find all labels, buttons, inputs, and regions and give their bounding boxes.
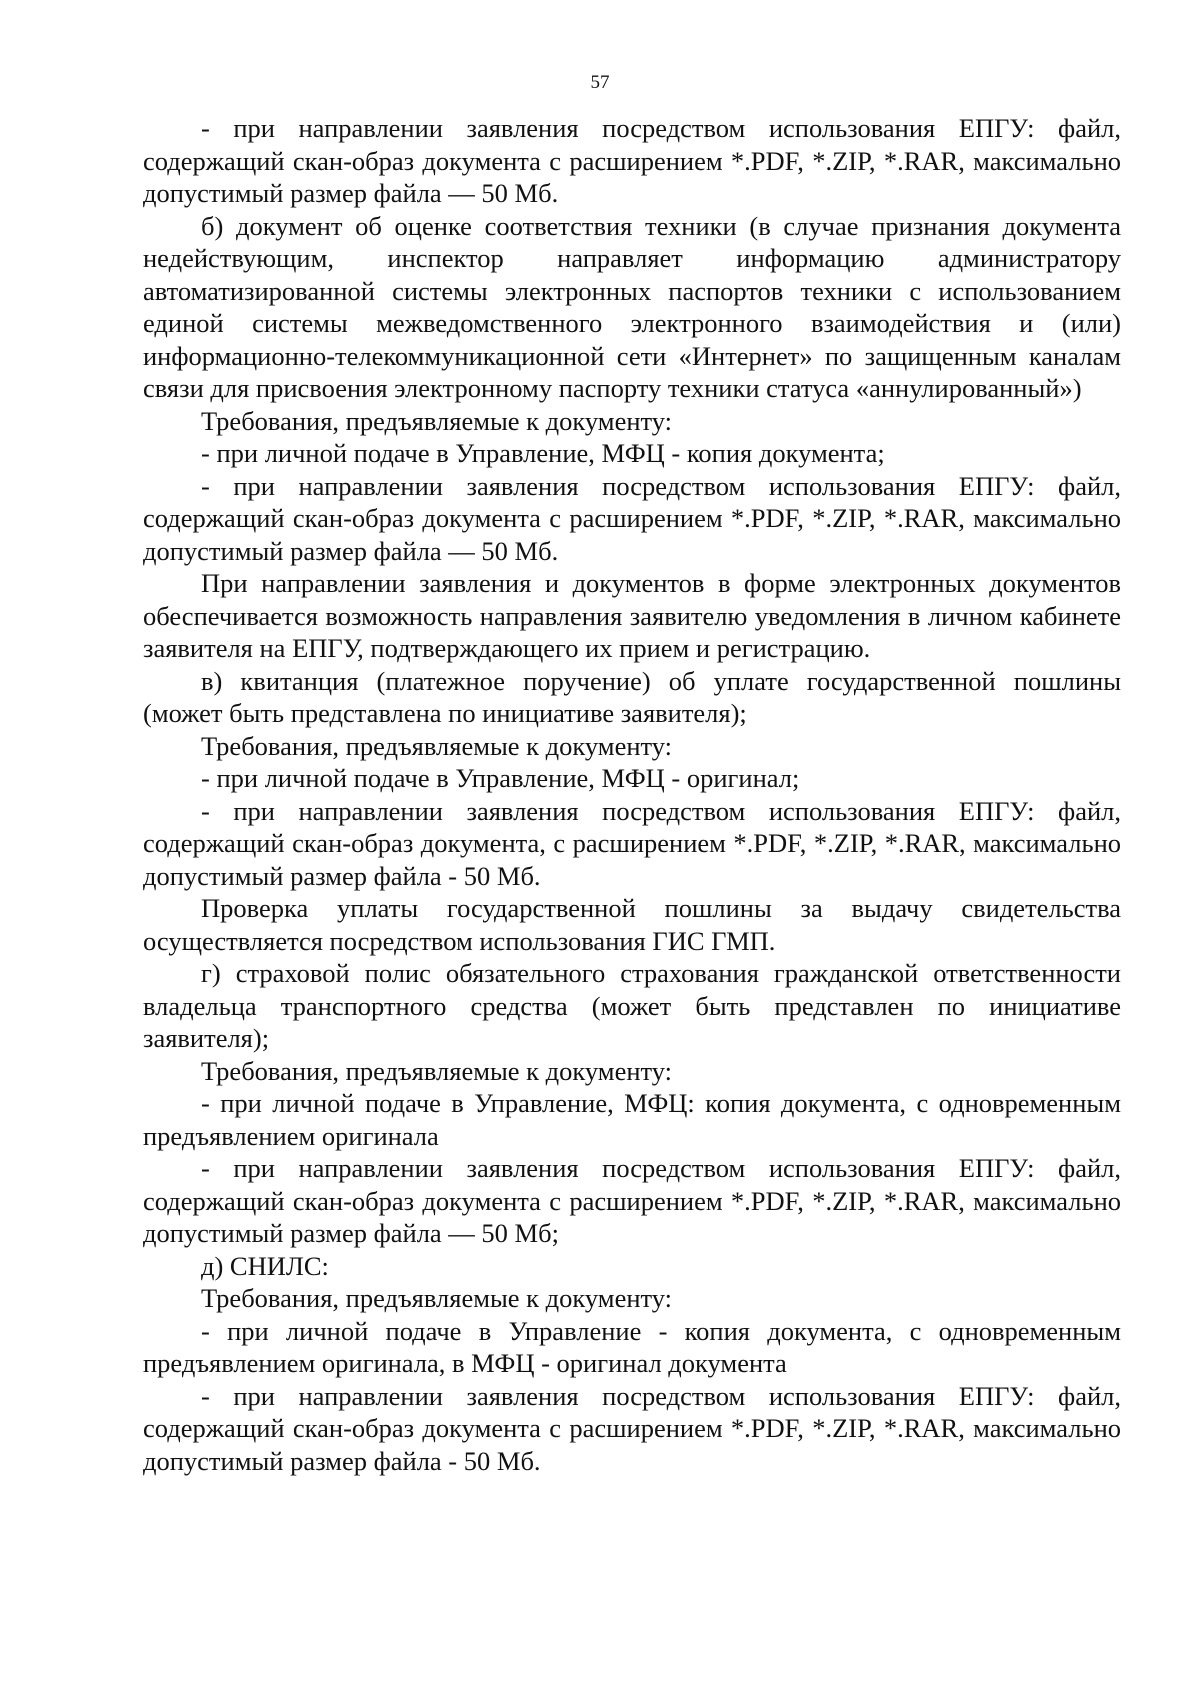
paragraph-personal-submission-snils: - при личной подаче в Управление - копия документа, с одновременным предъявлением оригинала, в МФЦ - оригинал документа [143,1315,1121,1378]
paragraph-item-g-insurance-policy: г) страховой полис обязательного страхования гражданской ответственности владельца транспортного средства (может быть представлен по инициативе заявителя); [143,958,1121,1053]
paragraph-requirements-heading-2: Требования, предъявляемые к документу: [201,730,673,761]
paragraph-personal-submission-copy: - при личной подаче в Управление, МФЦ - копия документа; [201,438,885,468]
paragraph-epgu-file-requirements-1: - при направлении заявления посредством использования ЕПГУ: файл, содержащий скан-образ документа с расширением *.PDF, *.ZIP, *.RAR, максимально допустимый размер файла — 50 Мб. [143,113,1121,208]
paragraph-requirements-heading-4: Требования, предъявляемые к документу: [201,1283,673,1313]
paragraph-epgu-file-requirements-3: - при направлении заявления посредством использования ЕПГУ: файл, содержащий скан-образ документа, с расширением *.PDF, *.ZIP, *.RAR, максимально допустимый размер файла - 50 Мб. [143,795,1121,891]
paragraph-fee-verification-gis-gmp: Проверка уплаты государственной пошлины за выдачу свидетельства осуществляется посредством использования ГИС ГМП. [143,893,1121,956]
paragraph-item-d-snils: д) СНИЛС: [201,1250,329,1281]
paragraph-epgu-file-requirements-5: - при направлении заявления посредством использования ЕПГУ: файл, содержащий скан-образ документа с расширением *.PDF, *.ZIP, *.RAR, максимально допустимый размер файла - 50 Мб. [143,1380,1121,1476]
paragraph-personal-submission-copy-with-original: - при личной подаче в Управление, МФЦ: копия документа, с одновременным предъявлением оригинала [143,1088,1121,1151]
paragraph-item-b-conformity-document: б) документ об оценке соответствия техники (в случае признания документа недействующим, инспектор направляет информацию администратору автоматизированной системы электронных паспортов техники с использованием единой системы межведомственного электронного взаимодействия и (или) информационно-телекоммуникационной сети «Интернет» по защищенным каналам связи для присвоения электронному паспорту техники статуса «аннулированный») [143,210,1121,403]
paragraph-epgu-file-requirements-2: - при направлении заявления посредством использования ЕПГУ: файл, содержащий скан-образ документа с расширением *.PDF, *.ZIP, *.RAR, максимально допустимый размер файла — 50 Мб. [143,470,1121,566]
page-number: 57 [590,72,610,93]
paragraph-requirements-heading-1: Требования, предъявляемые к документу: [201,405,673,436]
paragraph-personal-submission-original: - при личной подаче в Управление, МФЦ - оригинал; [201,763,800,793]
paragraph-item-v-fee-receipt: в) квитанция (платежное поручение) об уплате государственной пошлины (может быть представлена по инициативе заявителя); [143,665,1121,728]
paragraph-requirements-heading-3: Требования, предъявляемые к документу: [201,1055,673,1086]
document-body [143,112,1121,1477]
paragraph-electronic-notification: При направлении заявления и документов в форме электронных документов обеспечивается возможность направления заявителю уведомления в личном кабинете заявителя на ЕПГУ, подтверждающего их прием и регистрацию. [143,568,1121,663]
paragraph-epgu-file-requirements-4: - при направлении заявления посредством использования ЕПГУ: файл, содержащий скан-образ документа с расширением *.PDF, *.ZIP, *.RAR, максимально допустимый размер файла — 50 Мб; [143,1153,1121,1248]
